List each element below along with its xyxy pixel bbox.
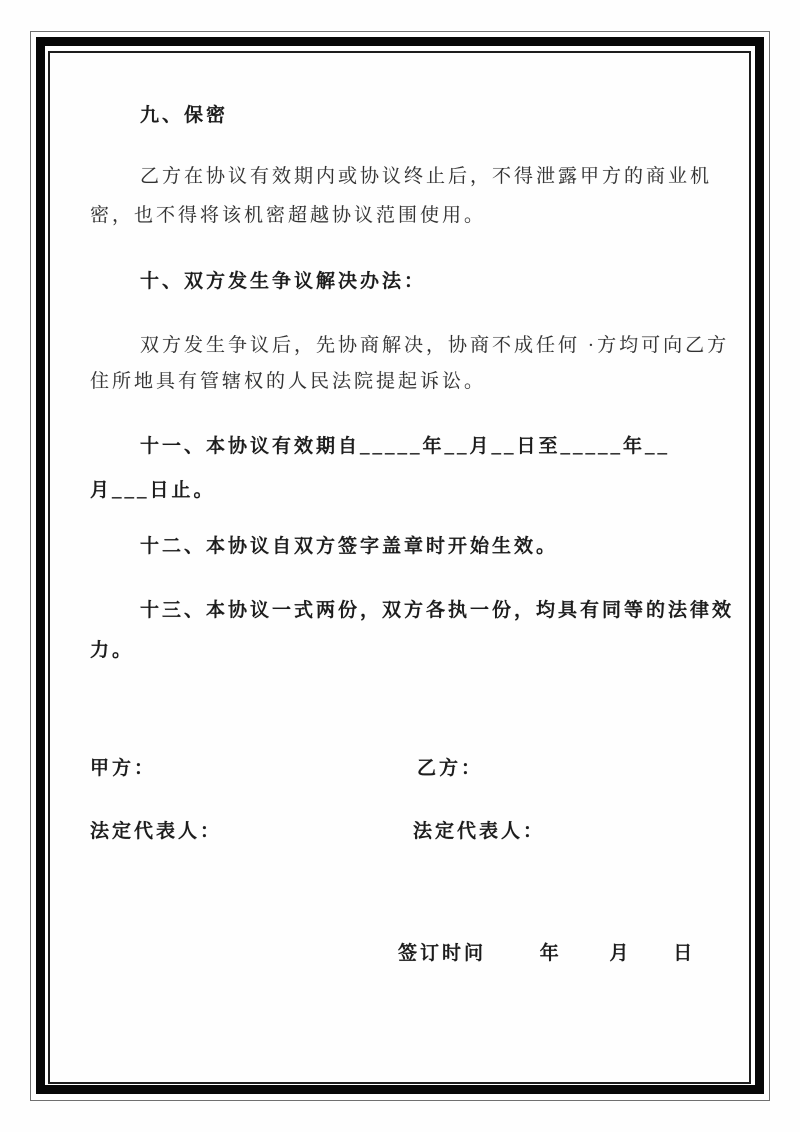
legal-rep-b-label: 法定代表人： — [413, 821, 546, 842]
legal-rep-a-label: 法定代表人： — [90, 821, 223, 842]
section-10-heading: 十、双方发生争议解决办法： — [140, 271, 427, 292]
section-9-text-line-2: 密，也不得将该机密超越协议范围使用。 — [90, 205, 487, 226]
sign-date-month-label: 月 — [609, 943, 632, 964]
sign-date-row — [398, 941, 695, 967]
sign-date-year-label: 年 — [539, 943, 562, 964]
sign-date-label: 签订时问 — [398, 943, 487, 964]
section-9-heading: 九、保密 — [140, 105, 229, 126]
section-13-text-line-2: 力。 — [90, 640, 135, 661]
section-10-text-line-1: 双方发生争议后，先协商解决，协商不成任何 ·方均可向乙方 — [140, 335, 730, 356]
thick-frame-band — [36, 37, 764, 1094]
sign-date-day-label: 日 — [673, 943, 696, 964]
party-a-label: 甲方： — [90, 758, 157, 779]
section-13-text-line-1: 十三、本协议一式两份，双方各执一份，均具有同等的法律效 — [140, 600, 735, 621]
party-b-label: 乙方： — [417, 758, 484, 779]
section-11-text-line-2: 月___日止。 — [90, 480, 216, 501]
section-10-text-line-2: 住所地具有管辖权的人民法院提起诉讼。 — [90, 371, 487, 392]
section-9-text-line-1: 乙方在协议有效期内或协议终止后，不得泄露甲方的商业机 — [140, 166, 713, 187]
section-11-text-line-1: 十一、本协议有效期自_____年__月__日至_____年__ — [140, 436, 671, 457]
section-12-text-line-1: 十二、本协议自双方签字盖章时开始生效。 — [140, 536, 559, 557]
